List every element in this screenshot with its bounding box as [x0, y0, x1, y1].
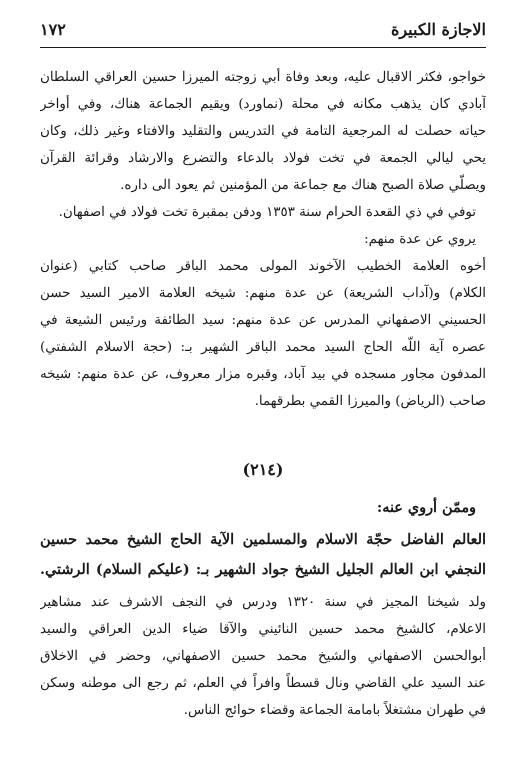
text-line: توفي في ذي القعدة الحرام سنة ١٣٥٣ ودفن بمقبرة تخت فولاد في اصفهان. — [58, 205, 476, 220]
text-line: يحي ليالي الجمعة في تخت فولاد بالدعاء والتضرع والارشاد وقرائة القرآن — [40, 151, 486, 166]
paragraph-death — [40, 199, 486, 226]
running-title: الاجازة الكبيرة — [390, 19, 486, 39]
text-line: حياته حصلت له المرجعية التامة في التدريس والتقليد والافتاء وغير ذلك، وكان — [40, 124, 486, 139]
section-number: (٢١٤) — [242, 460, 284, 479]
text-line: الحسيني الاصفهاني المدرس عن عدة منهم: سيد الطائفة ورئيس الشيعة في — [40, 313, 486, 328]
text-line: الكلام) و(آداب الشريعة) عن عدة منهم: شيخه العلامة الامير السيد حسن — [40, 286, 486, 301]
paragraph-study — [40, 589, 486, 724]
section-title — [40, 525, 486, 585]
text-line: صاحب (الرياض) والميرزا القمي بطرقهما. — [254, 394, 486, 409]
text-line: آبادي كان يذهب مكانه في محلة (نماورد) ويقيم الجماعة هناك، وفي أواخر — [40, 97, 486, 112]
text-line: المدفون مجاور مسجده في بيد آباد، وقبره مزار معروف، عن عدة منهم: شيخه — [40, 367, 486, 382]
text-line: ويصلّي صلاة الصبح هناك مع جماعة من المؤمنين ثم يعود الى داره. — [120, 178, 486, 193]
text-line: خواجو، فكثر الاقبال عليه، وبعد وفاة أبي زوجته الميرزا حسين العراقي السلطان — [40, 70, 486, 85]
text-line: عصره آية اللّه الحاج السيد محمد الباقر الشهير بـ: (حجة الاسلام الشفتي) — [40, 340, 486, 355]
text-line: الاعلام، كالشيخ محمد حسين النائيني والآقا ضياء الدين العراقي والسيد — [40, 622, 486, 637]
page-number: ١٧٢ — [40, 19, 66, 39]
text-line: وممّن أروي عنه: — [376, 499, 476, 516]
text-line: ولد شيخنا المجيز في سنة ١٣٢٠ ودرس في النجف الاشرف عند مشاهير — [40, 595, 486, 610]
text-line: أخوه العلامة الخطيب الآخوند المولى محمد الباقر صاحب كتابي (عنوان — [40, 259, 486, 274]
paragraph-biography — [40, 64, 486, 199]
text-line: يروي عن عدة منهم: — [364, 232, 476, 247]
text-line: في طهران مشتغلاً بامامة الجماعة وقضاء حوائج الناس. — [183, 703, 486, 718]
header-divider — [40, 47, 486, 48]
text-line: أبوالحسن الاصفهاني والشيخ محمد حسين الاصفهاني، وحضر في الاخلاق — [40, 649, 486, 664]
paragraph-narrates — [40, 226, 486, 253]
title-line: العالم الفاضل حجّة الاسلام والمسلمين الآية الحاج الشيخ محمد حسين — [40, 531, 486, 548]
title-line: النجفي ابن العالم الجليل الشيخ جواد الشهير بـ: (عليكم السلام) الرشتي. — [40, 561, 486, 578]
text-line: عند السيد علي القاضي ونال قسطاً وافراً في العلم، ثم رجع الى موطنه وسكن — [40, 676, 486, 691]
page-header — [40, 14, 486, 44]
paragraph-chain — [40, 253, 486, 415]
section-intro — [40, 494, 486, 521]
